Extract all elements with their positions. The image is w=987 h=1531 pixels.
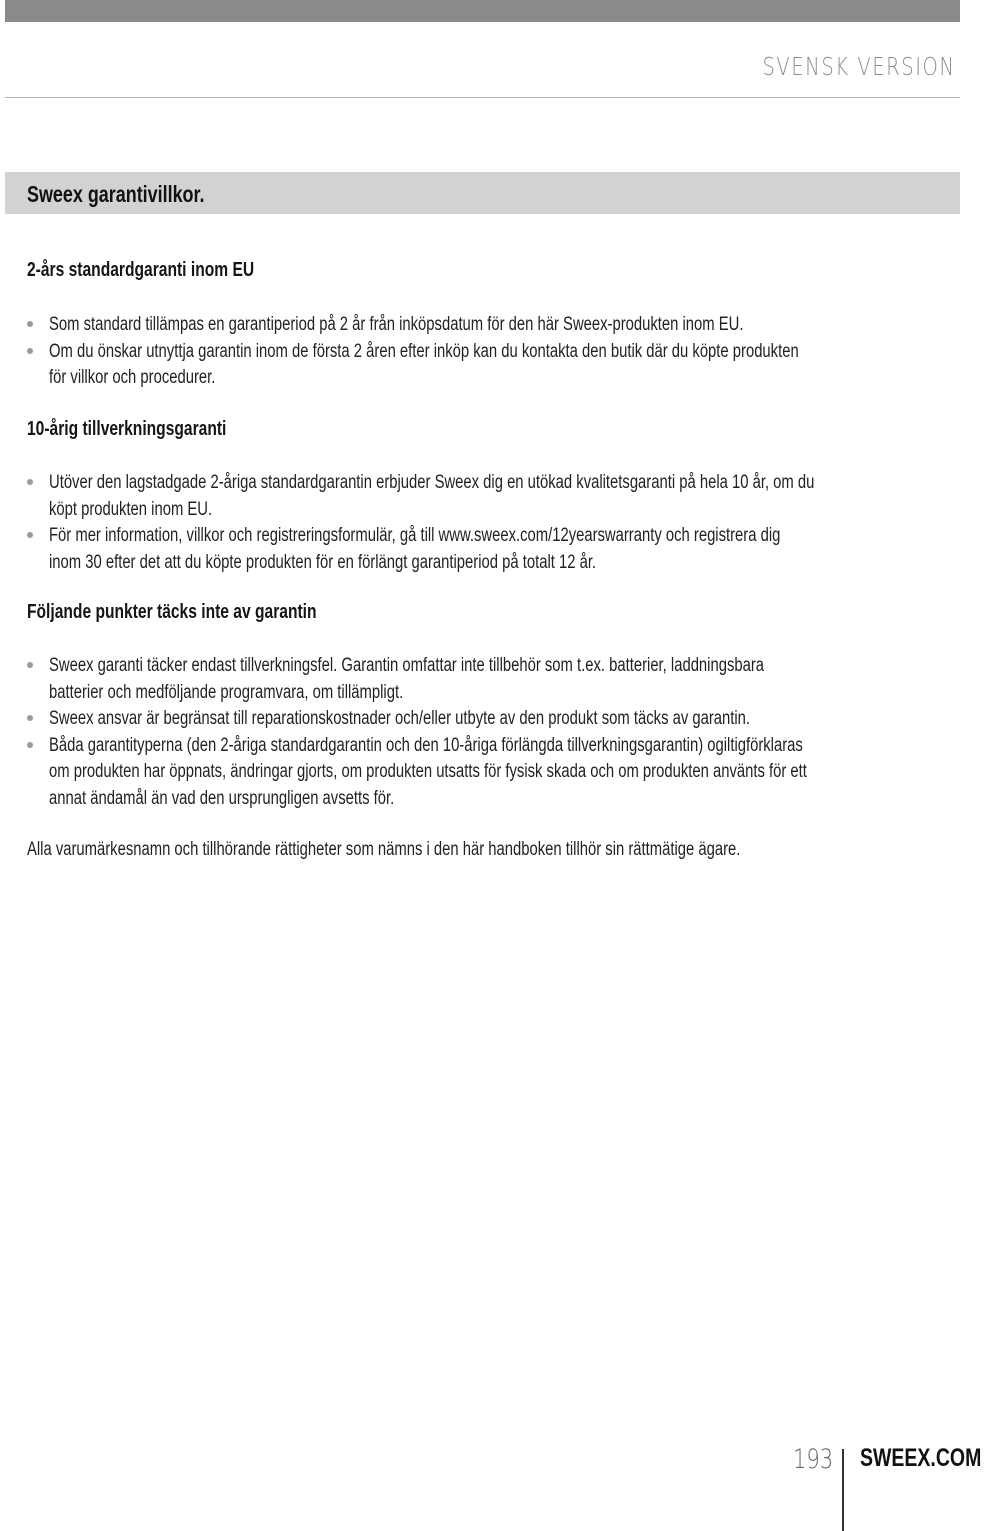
list-item-line: För mer information, villkor och registreringsformulär, gå till www.sweex.com/12yearswarranty och registrera dig <box>49 525 781 546</box>
bullet-icon <box>27 479 33 485</box>
bullet-icon <box>27 662 33 668</box>
version-label: SVENSK VERSION <box>762 52 956 81</box>
list-item-line: annat ändamål än vad den ursprungligen avsetts för. <box>49 787 395 809</box>
bullet-icon <box>27 742 33 748</box>
list-item-line: för villkor och procedurer. <box>49 367 216 388</box>
list-item <box>27 733 987 813</box>
list-item <box>27 339 987 392</box>
list-item <box>27 470 987 523</box>
title-band <box>5 172 960 214</box>
list-item <box>27 653 987 706</box>
section-heading-text: 10-årig tillverkningsgaranti <box>27 418 227 440</box>
closing-statement <box>27 837 942 863</box>
list-item-line: Om du önskar utnyttja garantin inom de första 2 åren efter inköp kan du kontakta den butik där du köpte produkten <box>49 340 799 362</box>
bullet-icon <box>27 532 33 538</box>
list-item-line: Utöver den lagstadgade 2-åriga standardgarantin erbjuder Sweex dig en utökad kvalitetsgaranti på hela 10 år, om du <box>49 472 815 493</box>
section-heading-text: Följande punkter täcks inte av garantin <box>27 601 317 623</box>
list-item-line: inom 30 efter det att du köpte produkten för en förlängt garantiperiod på totalt 12 år. <box>49 551 597 573</box>
exclusions-list <box>27 653 987 812</box>
list-item <box>27 312 987 339</box>
list-item-line: batterier och medföljande programvara, om tillämpligt. <box>49 681 404 703</box>
list-item-line: köpt produkten inom EU. <box>49 498 213 520</box>
list-item-line: om produkten har öppnats, ändringar gjorts, om produkten utsatts för fysisk skada och om produkten använts för ett <box>49 761 807 782</box>
section-heading-standard-warranty <box>27 259 318 282</box>
list-item <box>27 523 987 576</box>
footer-divider <box>842 1449 844 1531</box>
manufacturing-warranty-list <box>27 470 987 576</box>
bullet-icon <box>27 321 33 327</box>
section-heading-exclusions <box>27 601 398 624</box>
brand-logo: SWEEX.COM <box>860 1444 982 1472</box>
list-item-line: Som standard tillämpas en garantiperiod på 2 år från inköpsdatum för den här Sweex-produkten inom EU. <box>49 314 744 335</box>
section-heading-manufacturing-warranty <box>27 418 283 441</box>
bullet-icon <box>27 348 33 354</box>
list-item-line: Båda garantityperna (den 2-åriga standardgarantin och den 10-åriga förlängda tillverkningsgarantin) ogiltigförklaras <box>49 734 803 756</box>
section-heading-text: 2-års standardgaranti inom EU <box>27 259 255 281</box>
header-divider <box>5 97 960 98</box>
top-bar <box>5 0 960 22</box>
list-item-line: Sweex garanti täcker endast tillverkningsfel. Garantin omfattar inte tillbehör som t.ex. batterier, laddningsbara <box>49 655 765 676</box>
bullet-icon <box>27 715 33 721</box>
standard-warranty-list <box>27 312 987 392</box>
page-title: Sweex garantivillkor. <box>27 181 205 207</box>
closing-text: Alla varumärkesnamn och tillhörande rättigheter som nämns i den här handboken tillhör sin rättmätige ägare. <box>27 839 741 860</box>
list-item-line: Sweex ansvar är begränsat till reparationskostnader och/eller utbyte av den produkt som täcks av garantin. <box>49 708 751 729</box>
list-item <box>27 706 987 733</box>
page-number: 193 <box>793 1444 834 1475</box>
